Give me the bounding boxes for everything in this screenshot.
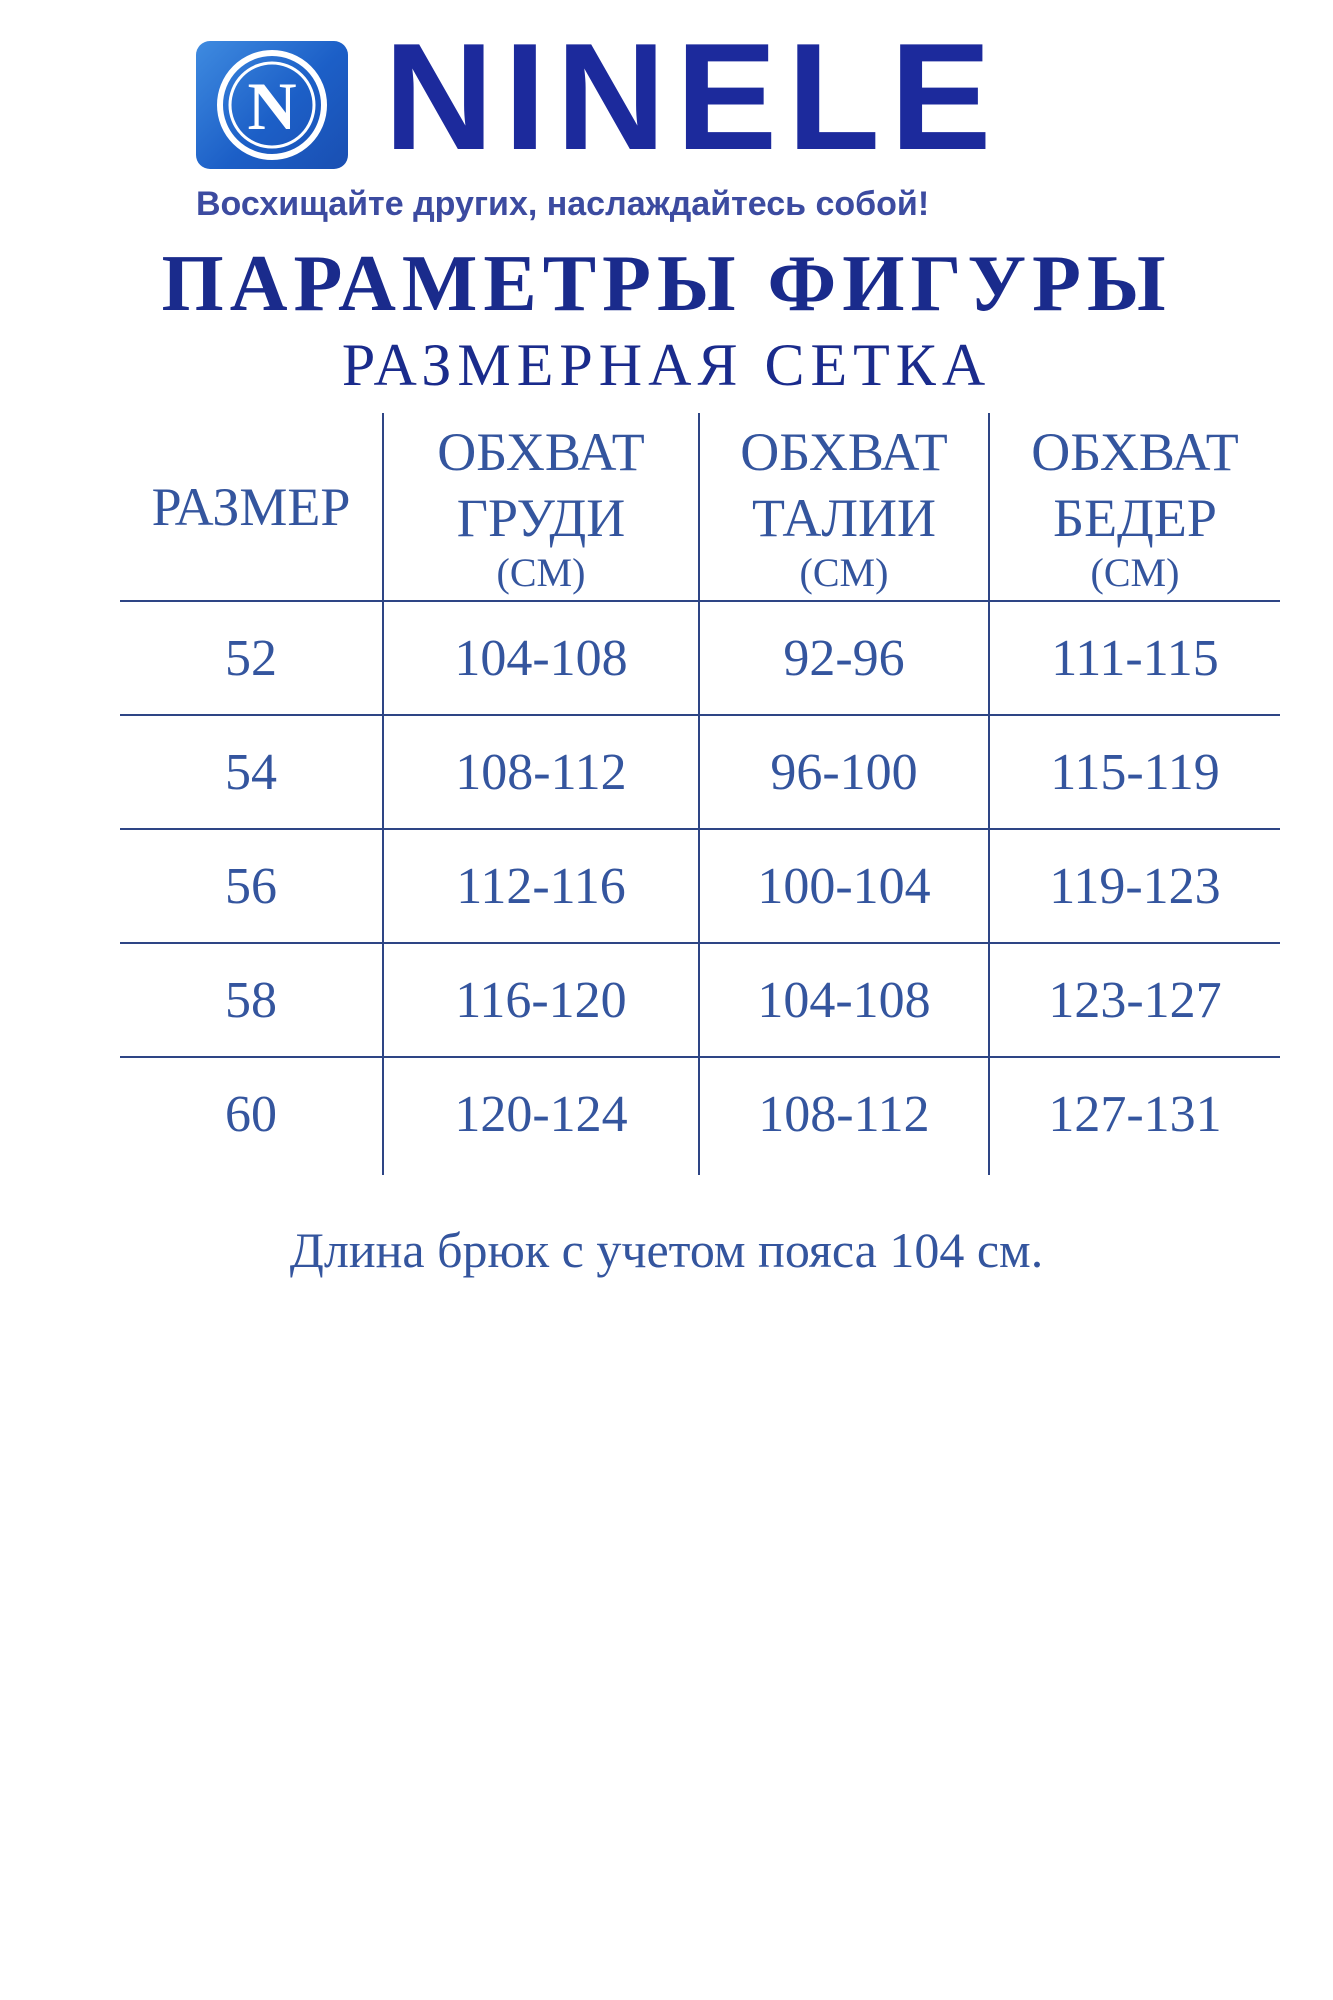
- header-waist-unit: (СМ): [799, 550, 889, 595]
- brand-logo-icon: [196, 41, 348, 169]
- cell-size: 60: [225, 1086, 277, 1143]
- page-title: ПАРАМЕТРЫ ФИГУРЫ: [161, 240, 1172, 328]
- size-table: [120, 413, 1280, 1175]
- cell-size: 56: [225, 858, 277, 915]
- header-bust-line1: ОБХВАТ: [437, 422, 645, 482]
- header-hips-line2: БЕДЕР: [1053, 488, 1217, 548]
- cell-size: 58: [225, 972, 277, 1029]
- trouser-length-note: Длина брюк с учетом пояса 104 см.: [289, 1222, 1044, 1278]
- cell-bust: 120-124: [454, 1086, 628, 1143]
- header-waist-line2: ТАЛИИ: [752, 488, 936, 548]
- cell-waist: 96-100: [770, 744, 918, 801]
- header-size-label: РАЗМЕР: [151, 477, 351, 537]
- cell-waist: 92-96: [783, 630, 905, 687]
- header-waist: [700, 413, 988, 601]
- page-subtitle: РАЗМЕРНАЯ СЕТКА: [341, 332, 992, 398]
- cell-waist: 100-104: [757, 858, 931, 915]
- header-waist-line1: ОБХВАТ: [740, 422, 948, 482]
- brand-header: [0, 0, 1333, 240]
- header-hips-unit: (СМ): [1090, 550, 1180, 595]
- header-hips: [990, 413, 1280, 601]
- header-bust-line2: ГРУДИ: [456, 488, 626, 548]
- header-bust-unit: (СМ): [496, 550, 586, 595]
- cell-hips: 123-127: [1048, 972, 1222, 1029]
- header-bust: [384, 413, 698, 601]
- cell-bust: 108-112: [455, 744, 627, 801]
- cell-size: 54: [225, 744, 277, 801]
- logo-letter: N: [247, 68, 297, 144]
- cell-bust: 104-108: [454, 630, 628, 687]
- cell-hips: 127-131: [1048, 1086, 1222, 1143]
- cell-bust: 112-116: [456, 858, 626, 915]
- cell-waist: 104-108: [757, 972, 931, 1029]
- cell-hips: 115-119: [1050, 744, 1220, 801]
- header-hips-line1: ОБХВАТ: [1031, 422, 1239, 482]
- brand-name: NINELE: [384, 12, 1002, 182]
- cell-size: 52: [225, 630, 277, 687]
- brand-slogan: Восхищайте других, наслаждайтесь собой!: [196, 185, 930, 223]
- cell-bust: 116-120: [455, 972, 627, 1029]
- cell-waist: 108-112: [758, 1086, 930, 1143]
- cell-hips: 119-123: [1049, 858, 1221, 915]
- cell-hips: 111-115: [1051, 630, 1219, 687]
- header-size: [120, 413, 382, 601]
